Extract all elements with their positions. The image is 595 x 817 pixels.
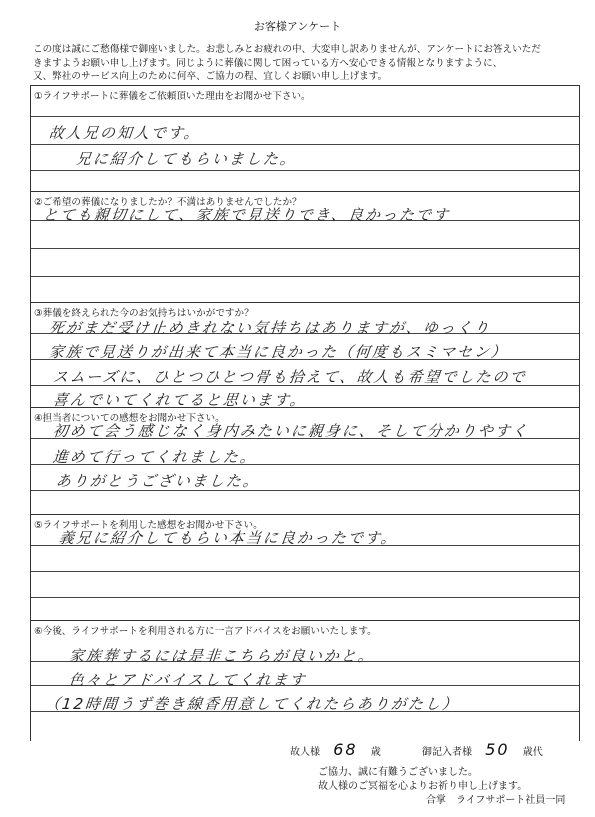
question-5-label: ⑤ライフサポートを利用した感想をお聞かせ下さい。 — [34, 520, 263, 531]
answer-6-line-3: （12時間うず巻き線香用意してくれたらありがたし） — [44, 695, 460, 713]
intro-line: この度は誠にご愁傷様で御座いました。お悲しみとお疲れの中、大変申し訳ありませんが、アンケートにお答えいただ — [33, 44, 541, 55]
filler-age-unit: 歳代 — [522, 747, 543, 758]
answer-3-line-1: 死がまだ受け止めきれない気持ちはありますが、ゆっくり — [48, 319, 492, 337]
intro-line: きますようお願い申し上げます。同じように葬儀に関して困っている方へ安心できる情報となりますように、 — [33, 57, 503, 69]
question-4-label: ④担当者についての感想をお聞かせ下さい。 — [34, 413, 225, 424]
question-1-label: ①ライフサポートに葬儀をご依頼頂いた理由をお聞かせ下さい。 — [34, 91, 311, 102]
question-6-label: ⑥今後、ライフサポートを利用される方に一言アドバイスをお願いいたします。 — [34, 626, 377, 637]
page-title: お客様アンケート — [253, 20, 342, 33]
filler-age-field — [422, 740, 543, 759]
deceased-age-field — [290, 740, 381, 759]
survey-form — [30, 85, 580, 741]
answer-6-line-2: 色々とアドバイスしてくれます — [68, 671, 308, 689]
question-2-section — [31, 191, 579, 303]
question-2-label: ②ご希望の葬儀になりましたか？不満はありませんでしたか？ — [34, 197, 302, 208]
deceased-label: 故人様 — [290, 747, 320, 758]
question-4-section — [31, 407, 579, 515]
answer-3-line-3: スムーズに、ひとつひとつ骨も拾えて、故人も希望でしたので — [52, 368, 528, 386]
answer-3-line-2: 家族で見送りが出来て本当に良かった（何度もスミマセン） — [48, 343, 509, 361]
deceased-age-value: 68 — [333, 740, 358, 759]
filler-label: 御記入者様 — [422, 747, 472, 758]
answer-1-line-1: 故人兄の知人です。 — [48, 124, 202, 142]
intro-line: 又、弊社のサービス向上のために何卒、ご協力の程、宜しくお願い申し上げます。 — [33, 71, 388, 82]
answer-5-line-1: 義兄に紹介してもらい本当に良かったです。 — [58, 529, 399, 547]
answer-4-line-2: 進めて行ってくれました。 — [52, 448, 258, 466]
thanks-line-1: ご協力、誠に有難うございました。 — [318, 767, 478, 778]
answer-4-line-1: 初めて会う感じなく身内みたいに親身に、そして分かりやすく — [52, 422, 530, 440]
answer-6-line-1: 家族葬するには是非こちらが良いかと。 — [68, 647, 376, 665]
answer-2-line-1: とても親切にして、家族で見送りでき、良かったです — [42, 206, 452, 224]
filler-age-value: 50 — [485, 740, 510, 759]
signature: 合掌 ライフサポート社員一同 — [426, 795, 566, 806]
answer-3-line-4: 喜んでいてくれてると思います。 — [52, 391, 308, 409]
answer-1-line-2: 兄に紹介してもらいました。 — [75, 150, 298, 168]
thanks-line-2: 故人様のご冥福を心よりお祈り申し上げます。 — [318, 781, 528, 792]
intro-text — [33, 43, 573, 84]
question-3-label: ③葬儀を終えられた今のお気持ちはいかがですか？ — [34, 308, 254, 319]
question-5-section — [31, 514, 579, 621]
deceased-age-unit: 歳 — [370, 747, 381, 758]
answer-4-line-3: ありがとうございました。 — [55, 472, 261, 490]
question-3-section — [31, 302, 579, 408]
question-1-section — [31, 86, 579, 191]
question-6-section — [31, 620, 579, 742]
